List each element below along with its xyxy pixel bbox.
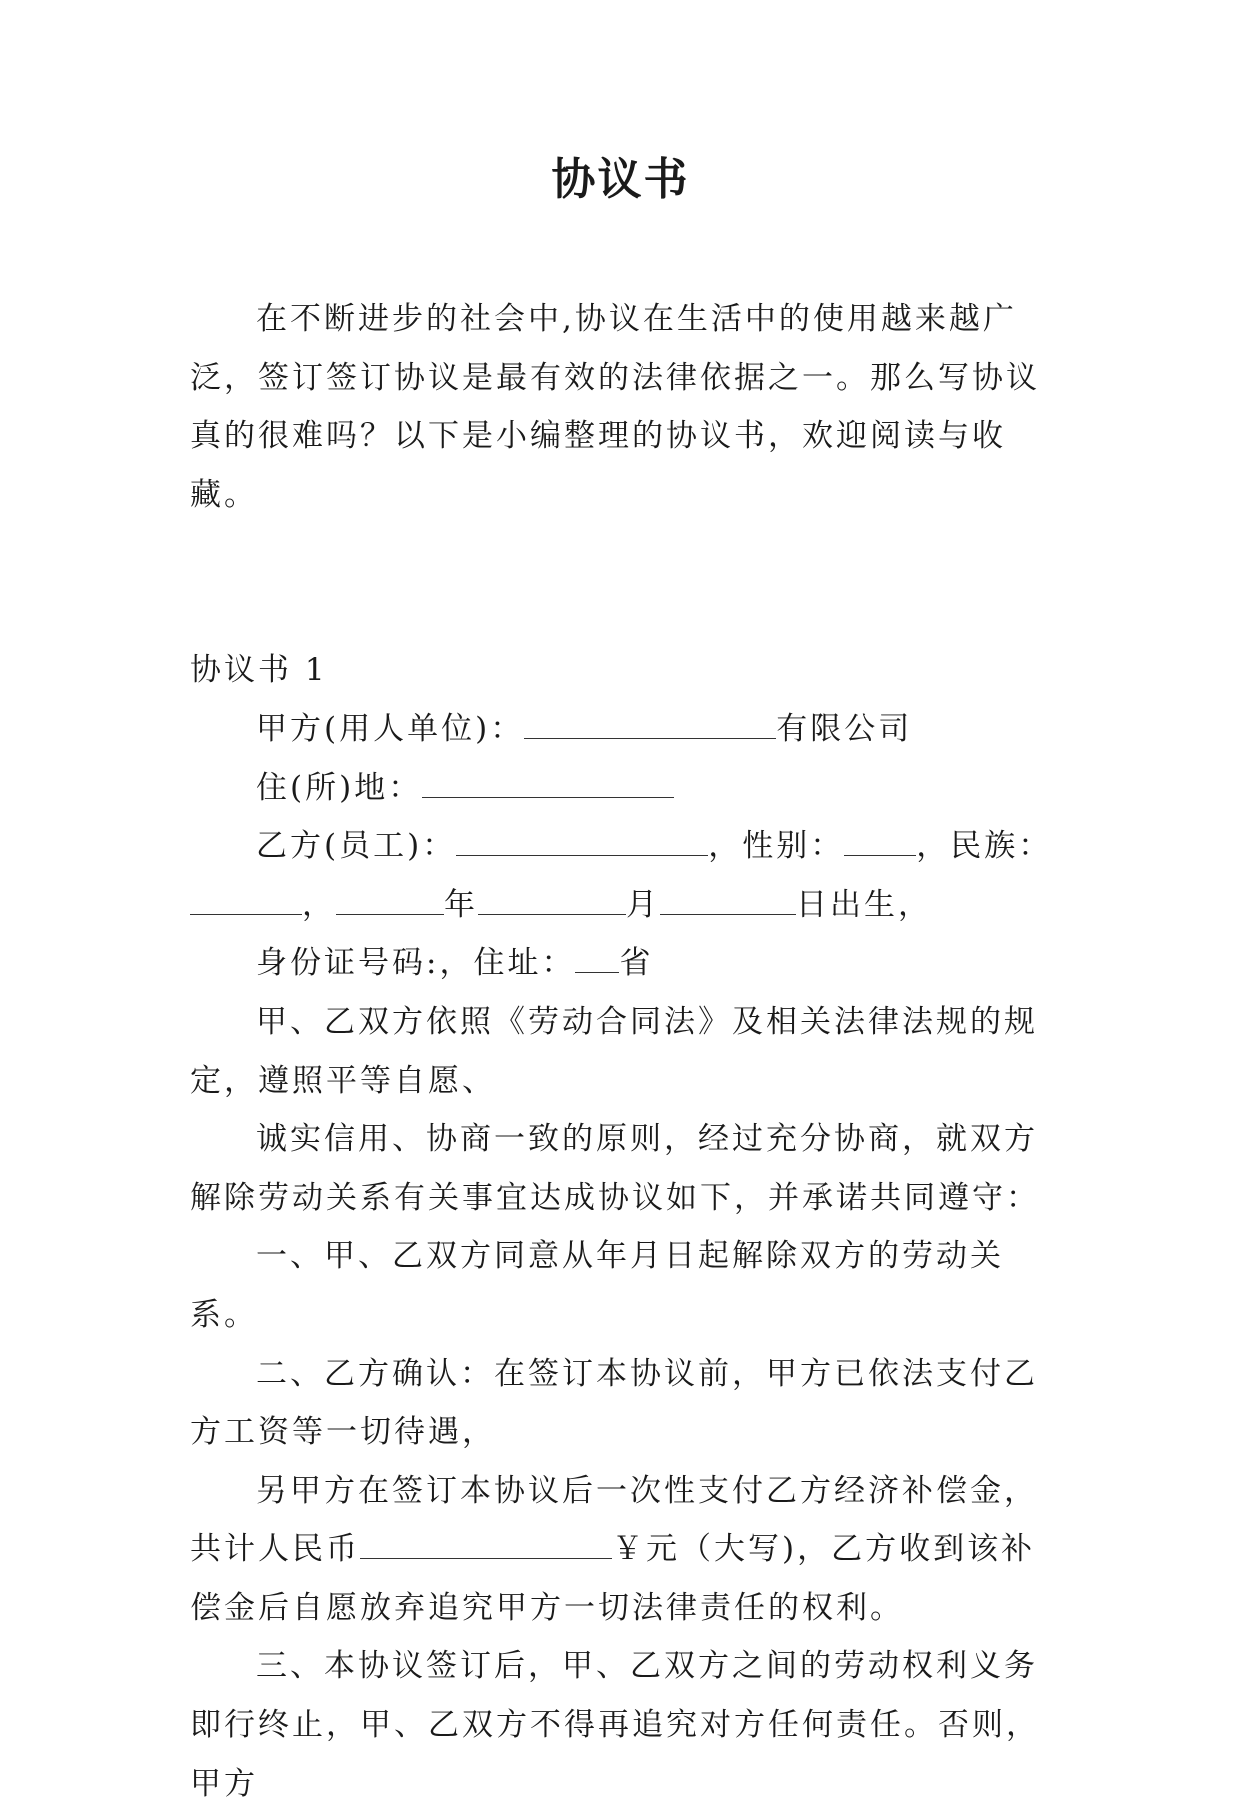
- document-title: 协议书: [551, 154, 690, 205]
- id-label: 身份证号码:，住址：: [256, 945, 576, 982]
- party-a-line: [190, 700, 1060, 759]
- party-b-label: 乙方(员工)：: [256, 828, 457, 865]
- born-label: 日出生，: [796, 886, 932, 923]
- comma-separator: ，: [302, 886, 336, 923]
- party-a-suffix: 有限公司: [776, 710, 913, 747]
- birth-month-blank: [478, 884, 626, 915]
- compensation-suffix: ￥元（大写)，乙方收到该补偿金后自愿放弃追究甲方一切法律责任的权利。: [190, 1531, 1036, 1626]
- address-a-blank: [422, 767, 674, 798]
- province-blank: [575, 942, 619, 973]
- compensation-amount-blank: [360, 1528, 612, 1559]
- ethnicity-label: ，民族：: [916, 828, 1053, 865]
- gender-blank: [844, 825, 916, 856]
- birth-year-blank: [336, 884, 444, 915]
- province-label: 省: [619, 945, 654, 982]
- document-body: [190, 290, 1060, 1813]
- year-label: 年: [444, 886, 478, 923]
- section-heading: 协议书 1: [190, 652, 328, 689]
- clause-paragraph: 诚实信用、协商一致的原则，经过充分协商，就双方解除劳动关系有关事宜达成协议如下，并承诺共同遵守：: [190, 1121, 1040, 1216]
- party-b-name-blank: [456, 825, 708, 856]
- party-b-line: [190, 817, 1060, 934]
- party-a-label: 甲方(用人单位)：: [256, 710, 525, 747]
- address-a-line: [190, 759, 1060, 818]
- compensation-paragraph: [190, 1462, 1060, 1638]
- address-a-label: 住(所)地：: [256, 769, 423, 806]
- party-a-blank: [524, 708, 776, 739]
- intro-paragraph: 在不断进步的社会中,协议在生活中的使用越来越广泛，签订签订协议是最有效的法律依据之一。那么写协议真的很难吗？以下是小编整理的协议书，欢迎阅读与收藏。: [190, 301, 1040, 513]
- clause-one: 一、甲、乙双方同意从年月日起解除双方的劳动关系。: [190, 1238, 1004, 1333]
- clause-paragraph: 甲、乙双方依照《劳动合同法》及相关法律法规的规定，遵照平等自愿、: [190, 1003, 1038, 1099]
- id-address-line: [190, 934, 1060, 993]
- month-label: 月: [626, 886, 660, 923]
- gender-label: ，性别：: [708, 828, 845, 865]
- clause-two: 二、乙方确认：在签订本协议前，甲方已依法支付乙方工资等一切待遇，: [190, 1355, 1038, 1451]
- clause-three: 三、本协议签订后，甲、乙双方之间的劳动权利义务即行终止，甲、乙双方不得再追究对方任何责任。否则，甲方: [190, 1648, 1040, 1802]
- ethnicity-blank: [190, 884, 302, 915]
- birth-day-blank: [660, 884, 796, 915]
- compensation-prefix: 另甲方在签订本协议后一次性支付乙方经济补偿金，共计人民币: [190, 1472, 1038, 1568]
